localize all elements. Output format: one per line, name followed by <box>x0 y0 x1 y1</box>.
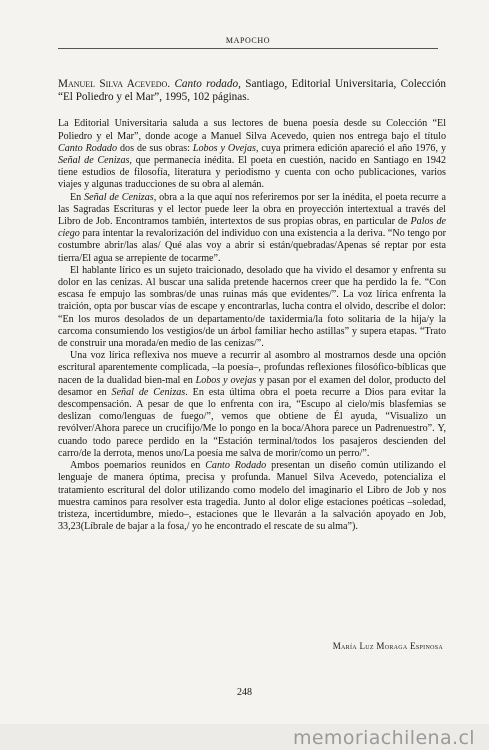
text-run: . En esta última obra el poeta recurre a Dios para evitar la descompensación. A pesar de que lo enfrenta con ira, “Escupo al cielo/mis blasfemias se deslizan como/lenguas de fuego/”, vemos que obtiene de Él ayuda, “Visualizo un revólver/Ahora parece un crucifijo/Me lo pongo en la boca/Ahora parece un Padrenuestro”. Y, cuando todo parece perdido en la “Estación terminal/todos los pasajeros descienden del carro/de la derrota, menos uno/La poesía me salva de morir/como un perro/”. <box>58 386 446 459</box>
text-run: , que permanecía inédita. El poeta en cuestión, nacido en Santiago en 1942 tiene estudios de filosofía, literatura y periodismo y cuenta con ocho publicaciones, varios viajes y algunas traducciones de su obra al alemán. <box>58 155 446 191</box>
citation-title: Canto rodado, <box>174 78 241 90</box>
text-run: , cuya primera edición apareció el año 1976, y <box>255 142 446 154</box>
italic-title: Palos de ciego <box>58 216 446 240</box>
text-run: y pasan por el examen del dolor, producto del desamor en <box>58 374 446 398</box>
italic-title: Canto Rodado <box>205 460 267 472</box>
italic-title: Lobos y ovejas <box>195 374 257 386</box>
italic-title: Señal de Cenizas <box>84 191 154 203</box>
text-run: En <box>70 191 85 203</box>
text-run: dos de sus obras: <box>117 142 193 154</box>
italic-title: Señal de Cenizas <box>58 155 130 167</box>
citation-details: Santiago, Editorial Universitaria, Colección “El Poliedro y el Mar”, 1995, 102 páginas. <box>58 78 447 104</box>
text-run: Una voz lírica reflexiva nos mueve a recurrir al asombro al mostrarnos desde una opción escritural aparentemente complicada, –la poesía–, profundas reflexiones filosófico-bíblicas que nacen de la dualidad bien-mal en <box>58 350 446 386</box>
body-paragraph <box>58 118 446 191</box>
text-run: El hablante lírico es un sujeto traicionado, desolado que ha vivido el desamor y enfrenta su dolor en las cenizas. Al buscar una salida pretende hacernos creer que ha perdido la fe. “Con escasa fe empujo las sombras/de unas ruinas más que evidentes/”. La voz lírica enfrenta la traición, opta por buscar vías de escape y encontrarlas, lucha contra el olvido, describe el dolor: “En los muros desolados de un departamento/de taxidermia/la foto solitaria de la hija/y la carcoma consumiendo los vestigios/de un árbol familiar hecho astillas” y supera etapas. “Trato de construir una morada/en medio de las cenizas/”. <box>58 264 446 350</box>
italic-title: Lobos y Ovejas <box>192 142 256 154</box>
text-run: para intentar la revalorización del individuo con una existencia a la deriva. “No tengo por costumbre abrir/las alas/ Qué alas voy a abrir si están/quebradas/Apenas sé reptar por esta tierra/El agua se arrepiente de tocarme”. <box>58 228 446 264</box>
italic-title: Señal de Cenizas <box>111 386 186 398</box>
body-paragraph <box>58 350 446 460</box>
italic-title: Canto Rodado <box>58 142 118 154</box>
site-watermark: memoriachilena.cl <box>292 727 475 749</box>
review-body <box>58 78 446 533</box>
running-header: MAPOCHO <box>58 36 438 49</box>
citation-author: Manuel Silva Acevedo. <box>58 78 171 90</box>
body-paragraph <box>58 192 446 265</box>
text-run: presentan un diseño común utilizando el lenguaje de manera óptima, precisa y profunda. Manuel Silva Acevedo, potencializa el tratamiento escritural del dolor utilizando como modelo del imaginario el Libro de Job y nos muestra caminos para resolver esta tragedia. Junto al dolor elige estaciones poéticas –soledad, tristeza, incertidumbre, miedo–, estaciones que le llevarán a la salvación apoyado en Job, 33,23(Líbrale de bajar a la fosa,/ yo he encontrado el rescate de su alma”). <box>58 460 447 533</box>
page-number: 248 <box>237 687 252 698</box>
body-paragraph <box>58 460 446 533</box>
review-signature: María Luz Moraga Espinosa <box>332 641 443 651</box>
body-paragraph <box>58 265 446 350</box>
text-run: La Editorial Universitaria saluda a sus lectores de buena poesía desde su Colección “El Poliedro y el Mar”, donde acoge a Manuel Silva Acevedo, quien nos entrega bajo el título <box>58 118 446 142</box>
paragraphs <box>58 118 446 533</box>
book-citation <box>58 78 446 104</box>
text-run: , obra a la que aquí nos referiremos por ser la inédita, el poeta recurre a las Sagradas Escrituras y el lector puede leer la obra en proyección intertextual a través del Libro de Job. Encontramos también, intertextos de sus propias obras, en particular de <box>58 191 446 228</box>
text-run: Ambos poemarios reunidos en <box>70 460 206 472</box>
